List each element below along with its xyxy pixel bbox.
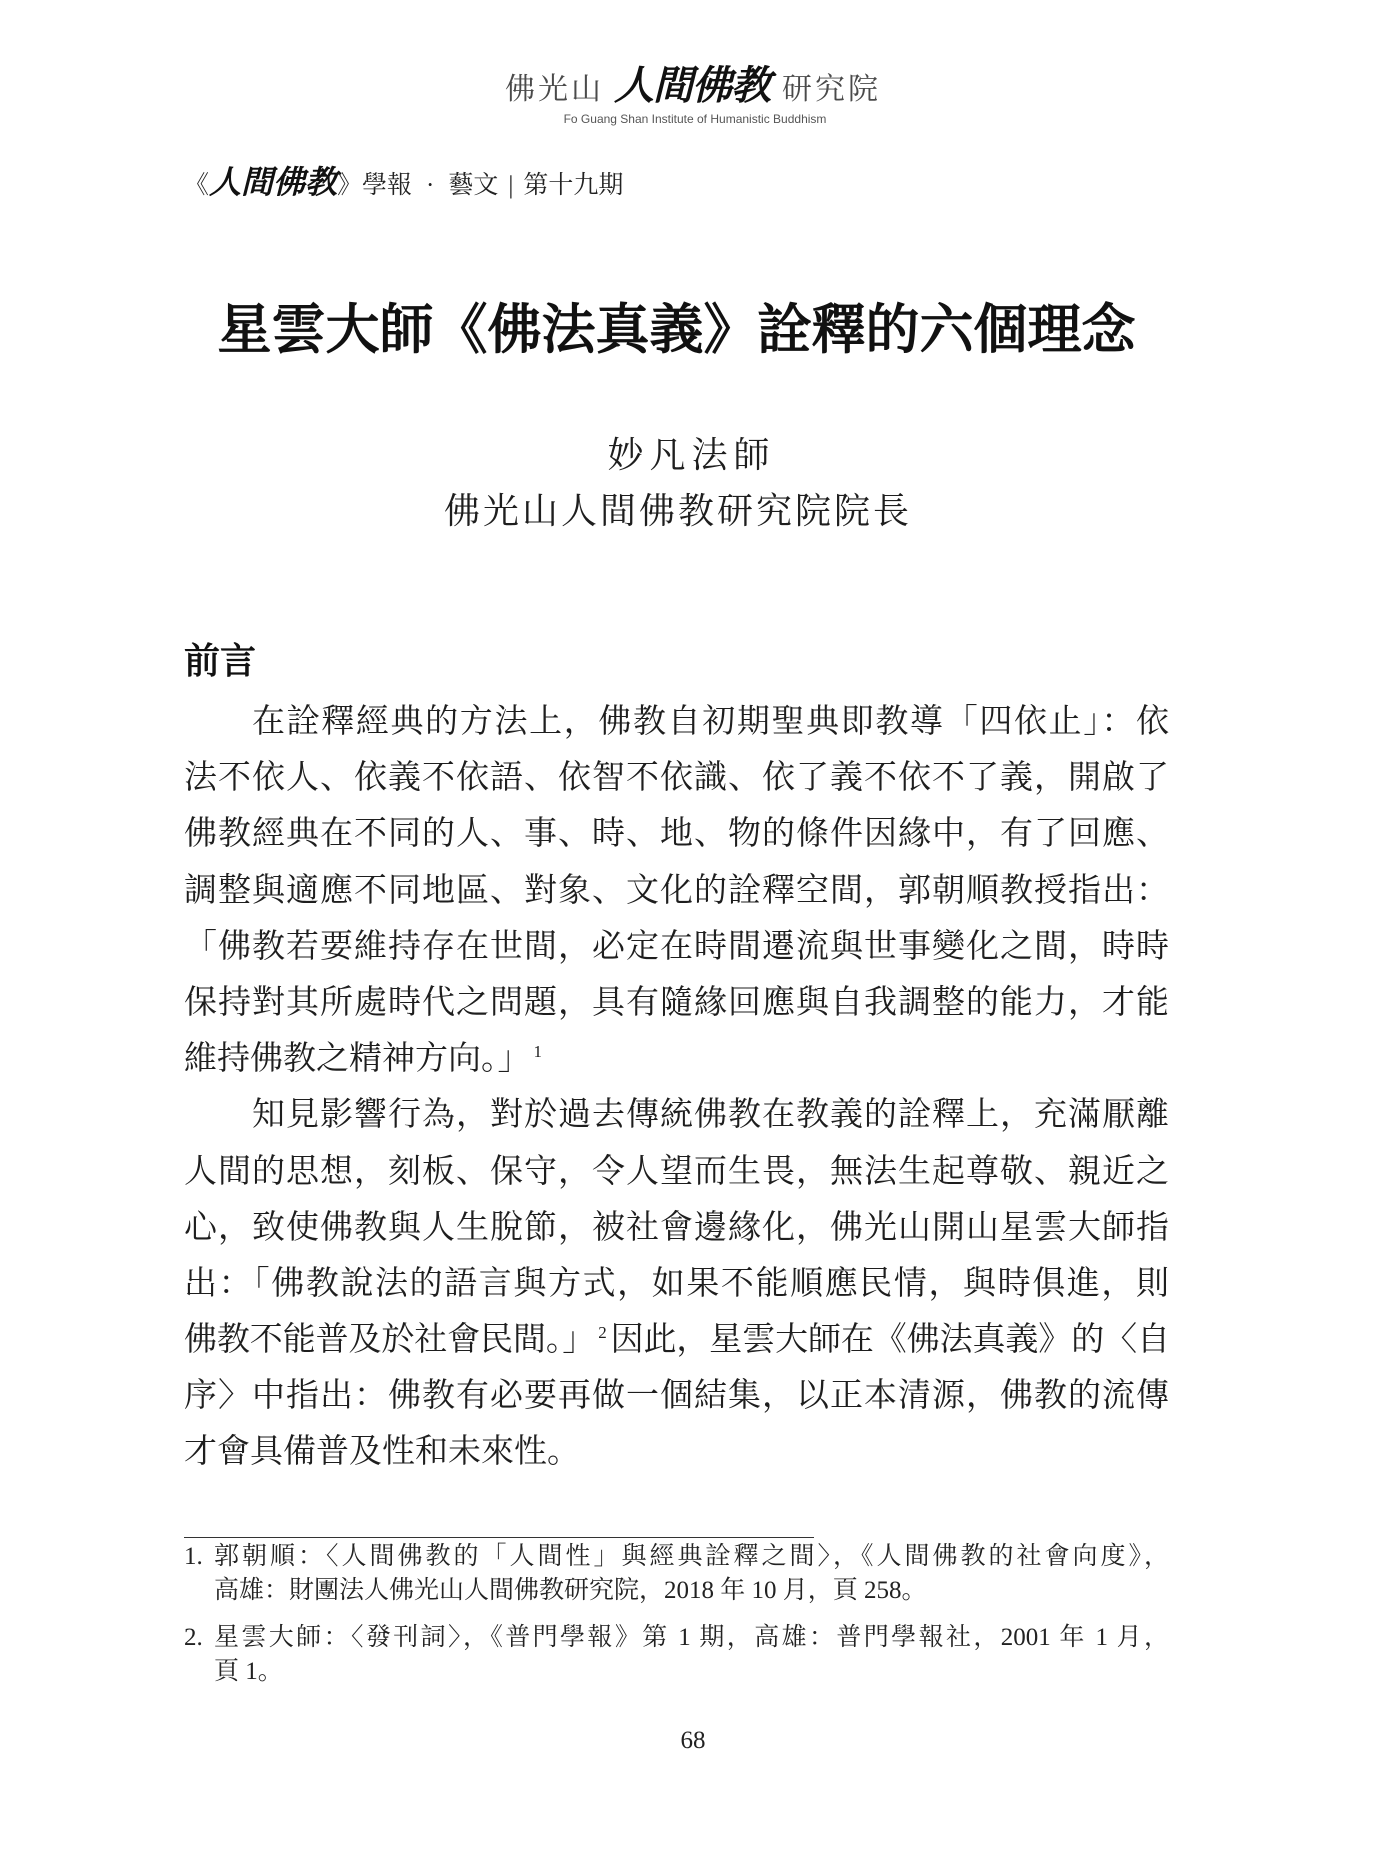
journal-running-head	[184, 164, 623, 200]
footnote-line: 頁 1。	[214, 1658, 283, 1685]
text-line: 「佛教若要維持存在世間，必定在時間遷流與世事變化之間，時時	[184, 928, 1169, 965]
journal-issue: 第十九期	[523, 172, 624, 199]
journal-dot: ·	[426, 172, 435, 199]
paragraph	[184, 694, 1169, 1087]
text-line: 知見影響行為，對於過去傳統佛教在教義的詮釋上，充滿厭離	[252, 1097, 1169, 1134]
footnote-line: 郭朝順：〈人間佛教的「人間性」與經典詮釋之間〉，《人間佛教的社會向度》，	[214, 1543, 1169, 1570]
institute-suffix: 研究院	[782, 72, 881, 107]
text-line: 在詮釋經典的方法上，佛教自初期聖典即教導「四依止」：依	[252, 704, 1169, 740]
text-line-content: 維持佛教之精神方向。」	[184, 1041, 531, 1078]
text-line: 出：「佛教說法的語言與方式，如果不能順應民情，與時俱進，則	[184, 1265, 1169, 1302]
footnote-number: 2.	[184, 1624, 203, 1651]
text-line: 人間的思想，刻板、保守，令人望而生畏，無法生起尊敬、親近之	[184, 1153, 1169, 1190]
footnote-ref: 1	[533, 1042, 542, 1062]
text-line: 心，致使佛教與人生脫節，被社會邊緣化，佛光山開山星雲大師指	[184, 1209, 1169, 1246]
journal-name-calligraphy: 人間佛教	[209, 164, 338, 200]
journal-close-and-type: 》學報	[337, 172, 413, 199]
institute-prefix: 佛光山	[505, 72, 604, 107]
text-line: 佛教經典在不同的人、事、時、地、物的條件因緣中，有了回應、	[184, 816, 1169, 853]
text-line: 保持對其所處時代之問題，具有隨緣回應與自我調整的能力，才能	[184, 984, 1169, 1021]
author-name: 妙凡法師	[607, 435, 776, 475]
footnote-line: 星雲大師：〈發刊詞〉，《普門學報》第 1 期，高雄：普門學報社，2001 年 1 月，	[214, 1624, 1169, 1651]
footnote-divider	[184, 1537, 814, 1538]
text-line-content: 佛教不能普及於社會民間。」	[184, 1322, 596, 1359]
article-title: 星雲大師《佛法真義》詮釋的六個理念	[217, 300, 1136, 360]
article-body	[184, 694, 1169, 1481]
institute-name-calligraphy: 人間佛教	[614, 62, 770, 109]
footnote-ref: 2	[598, 1323, 606, 1343]
page-number: 68	[680, 1727, 706, 1754]
text-line: 序〉中指出：佛教有必要再做一個結集，以正本清源，佛教的流傳	[184, 1378, 1169, 1415]
institute-logo	[0, 62, 1386, 110]
paragraph	[184, 1087, 1169, 1480]
journal-separator: |	[508, 172, 514, 199]
footnote	[184, 1540, 1169, 1608]
journal-section: 藝文	[448, 172, 499, 199]
text-line: 法不依人、依義不依語、依智不依識、依了義不依不了義，開啟了	[184, 760, 1169, 797]
text-line: 才會具備普及性和未來性。	[184, 1434, 580, 1471]
footnote	[184, 1621, 1169, 1689]
text-line-content: 因此，星雲大師在《佛法真義》的〈自	[609, 1322, 1169, 1359]
text-line: 調整與適應不同地區、對象、文化的詮釋空間，郭朝順教授指出：	[184, 872, 1169, 909]
footnote-line: 高雄：財團法人佛光山人間佛教研究院，2018 年 10 月，頁 258。	[214, 1577, 927, 1604]
text-line	[184, 1312, 1169, 1368]
author-affiliation: 佛光山人間佛教研究院院長	[443, 491, 912, 531]
section-heading: 前言	[184, 641, 257, 681]
text-line	[184, 1031, 1169, 1087]
institute-english-name: Fo Guang Shan Institute of Humanistic Buddhism	[563, 112, 827, 126]
journal-open-bracket: 《	[184, 172, 210, 199]
footnote-number: 1.	[184, 1543, 203, 1570]
